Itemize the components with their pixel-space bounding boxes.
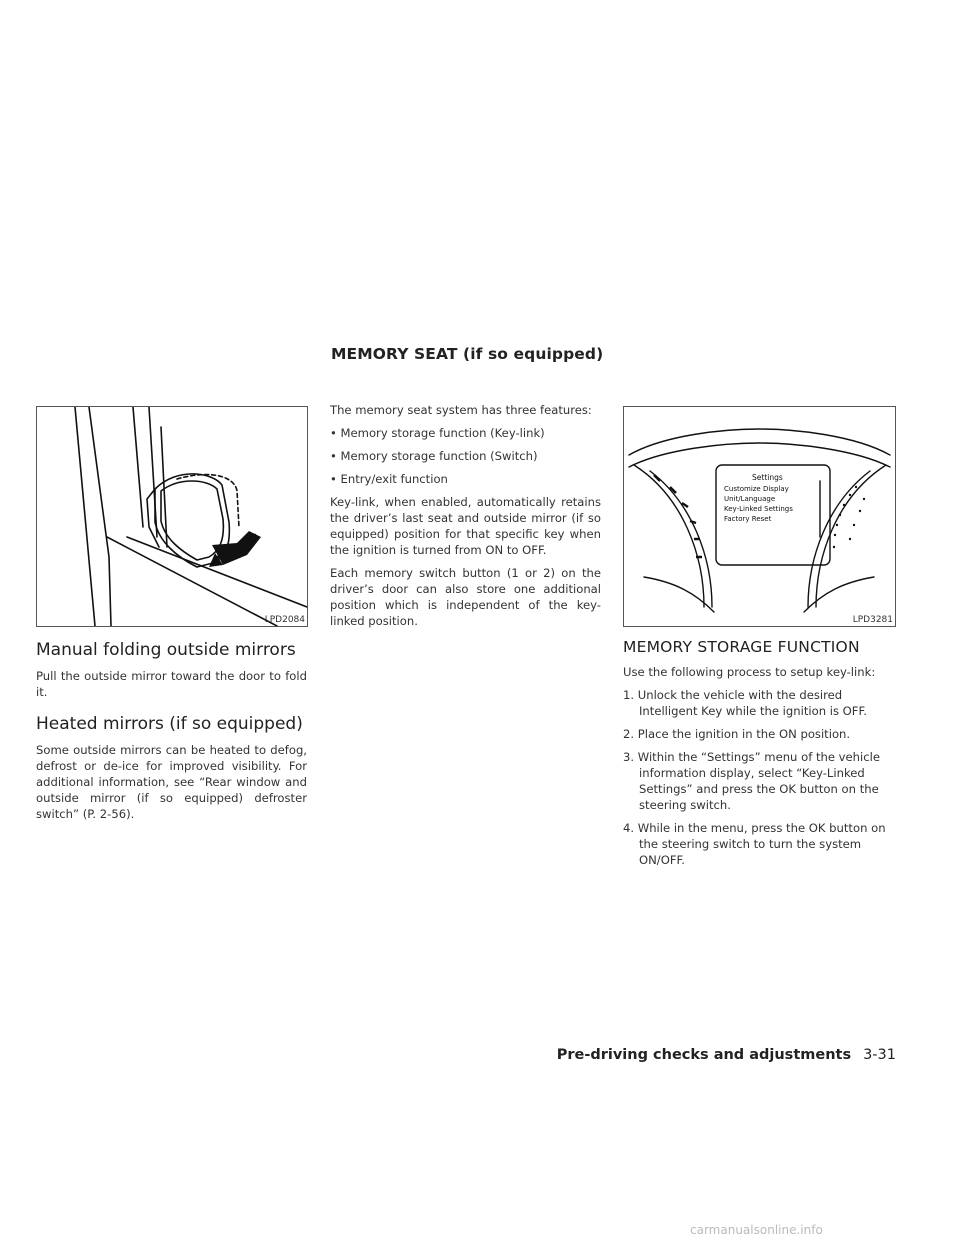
paragraph: Some outside mirrors can be heated to defog, defrost or de-ice for improved visibility. For additional information, see “Rear window and outside mirror (if so equipped) defroster switch” (P. 2-56). (36, 743, 307, 821)
list-item: 1. Unlock the vehicle with the desired Intelligent Key while the ignition is OFF. (623, 688, 867, 718)
page-number: 3-31 (863, 1047, 896, 1063)
instrument-cluster-settings-illustration-icon (624, 407, 895, 626)
menu-item: Customize Display (724, 485, 789, 493)
section-header: MEMORY SEAT (if so equipped) (331, 345, 604, 363)
list-item: • Entry/exit function (330, 472, 448, 486)
figure-code: LPD2084 (264, 615, 305, 625)
list-item: • Memory storage function (Key-link) (330, 426, 545, 440)
menu-title: Settings (752, 473, 783, 482)
menu-item: Key-Linked Settings (724, 505, 793, 513)
menu-item: Factory Reset (724, 515, 772, 523)
paragraph: The memory seat system has three features: (330, 403, 592, 417)
menu-item: Unit/Language (724, 495, 776, 503)
paragraph: Key-link, when enabled, automatically retains the driver’s last seat and outside mirror (if so equipped) position for that specific key when the ignition is turned from ON to OFF. (330, 495, 601, 557)
left-column (36, 640, 307, 829)
heading-memory-storage: MEMORY STORAGE FUNCTION (623, 638, 860, 656)
list-item: 2. Place the ignition in the ON position. (623, 727, 851, 741)
paragraph: Pull the outside mirror toward the door to fold it. (36, 669, 307, 699)
paragraph: Use the following process to setup key-link: (623, 665, 876, 679)
display-figure (623, 406, 896, 627)
heading-manual-folding: Manual folding outside mirrors (36, 640, 296, 660)
list-item: 4. While in the menu, press the OK button on the steering switch to turn the system ON/OFF. (623, 821, 886, 867)
steps-list (623, 687, 894, 868)
middle-column (330, 402, 601, 636)
list-item: 3. Within the “Settings” menu of the vehicle information display, select “Key-Linked Settings” and press the OK button on the steering switch. (623, 750, 880, 812)
paragraph: Each memory switch button (1 or 2) on the driver’s door can also store one additional position which is independent of the key-linked position. (330, 566, 601, 628)
heading-heated-mirrors: Heated mirrors (if so equipped) (36, 714, 303, 734)
page-footer (557, 1047, 896, 1063)
chapter-title: Pre-driving checks and adjustments (556, 1047, 852, 1063)
mirror-figure (36, 406, 308, 627)
watermark: carmanualsonline.info (690, 1223, 823, 1237)
right-column (623, 638, 894, 875)
outside-mirror-fold-illustration-icon (37, 407, 307, 626)
figure-code: LPD3281 (852, 615, 893, 625)
list-item: • Memory storage function (Switch) (330, 449, 538, 463)
feature-list (330, 425, 601, 487)
